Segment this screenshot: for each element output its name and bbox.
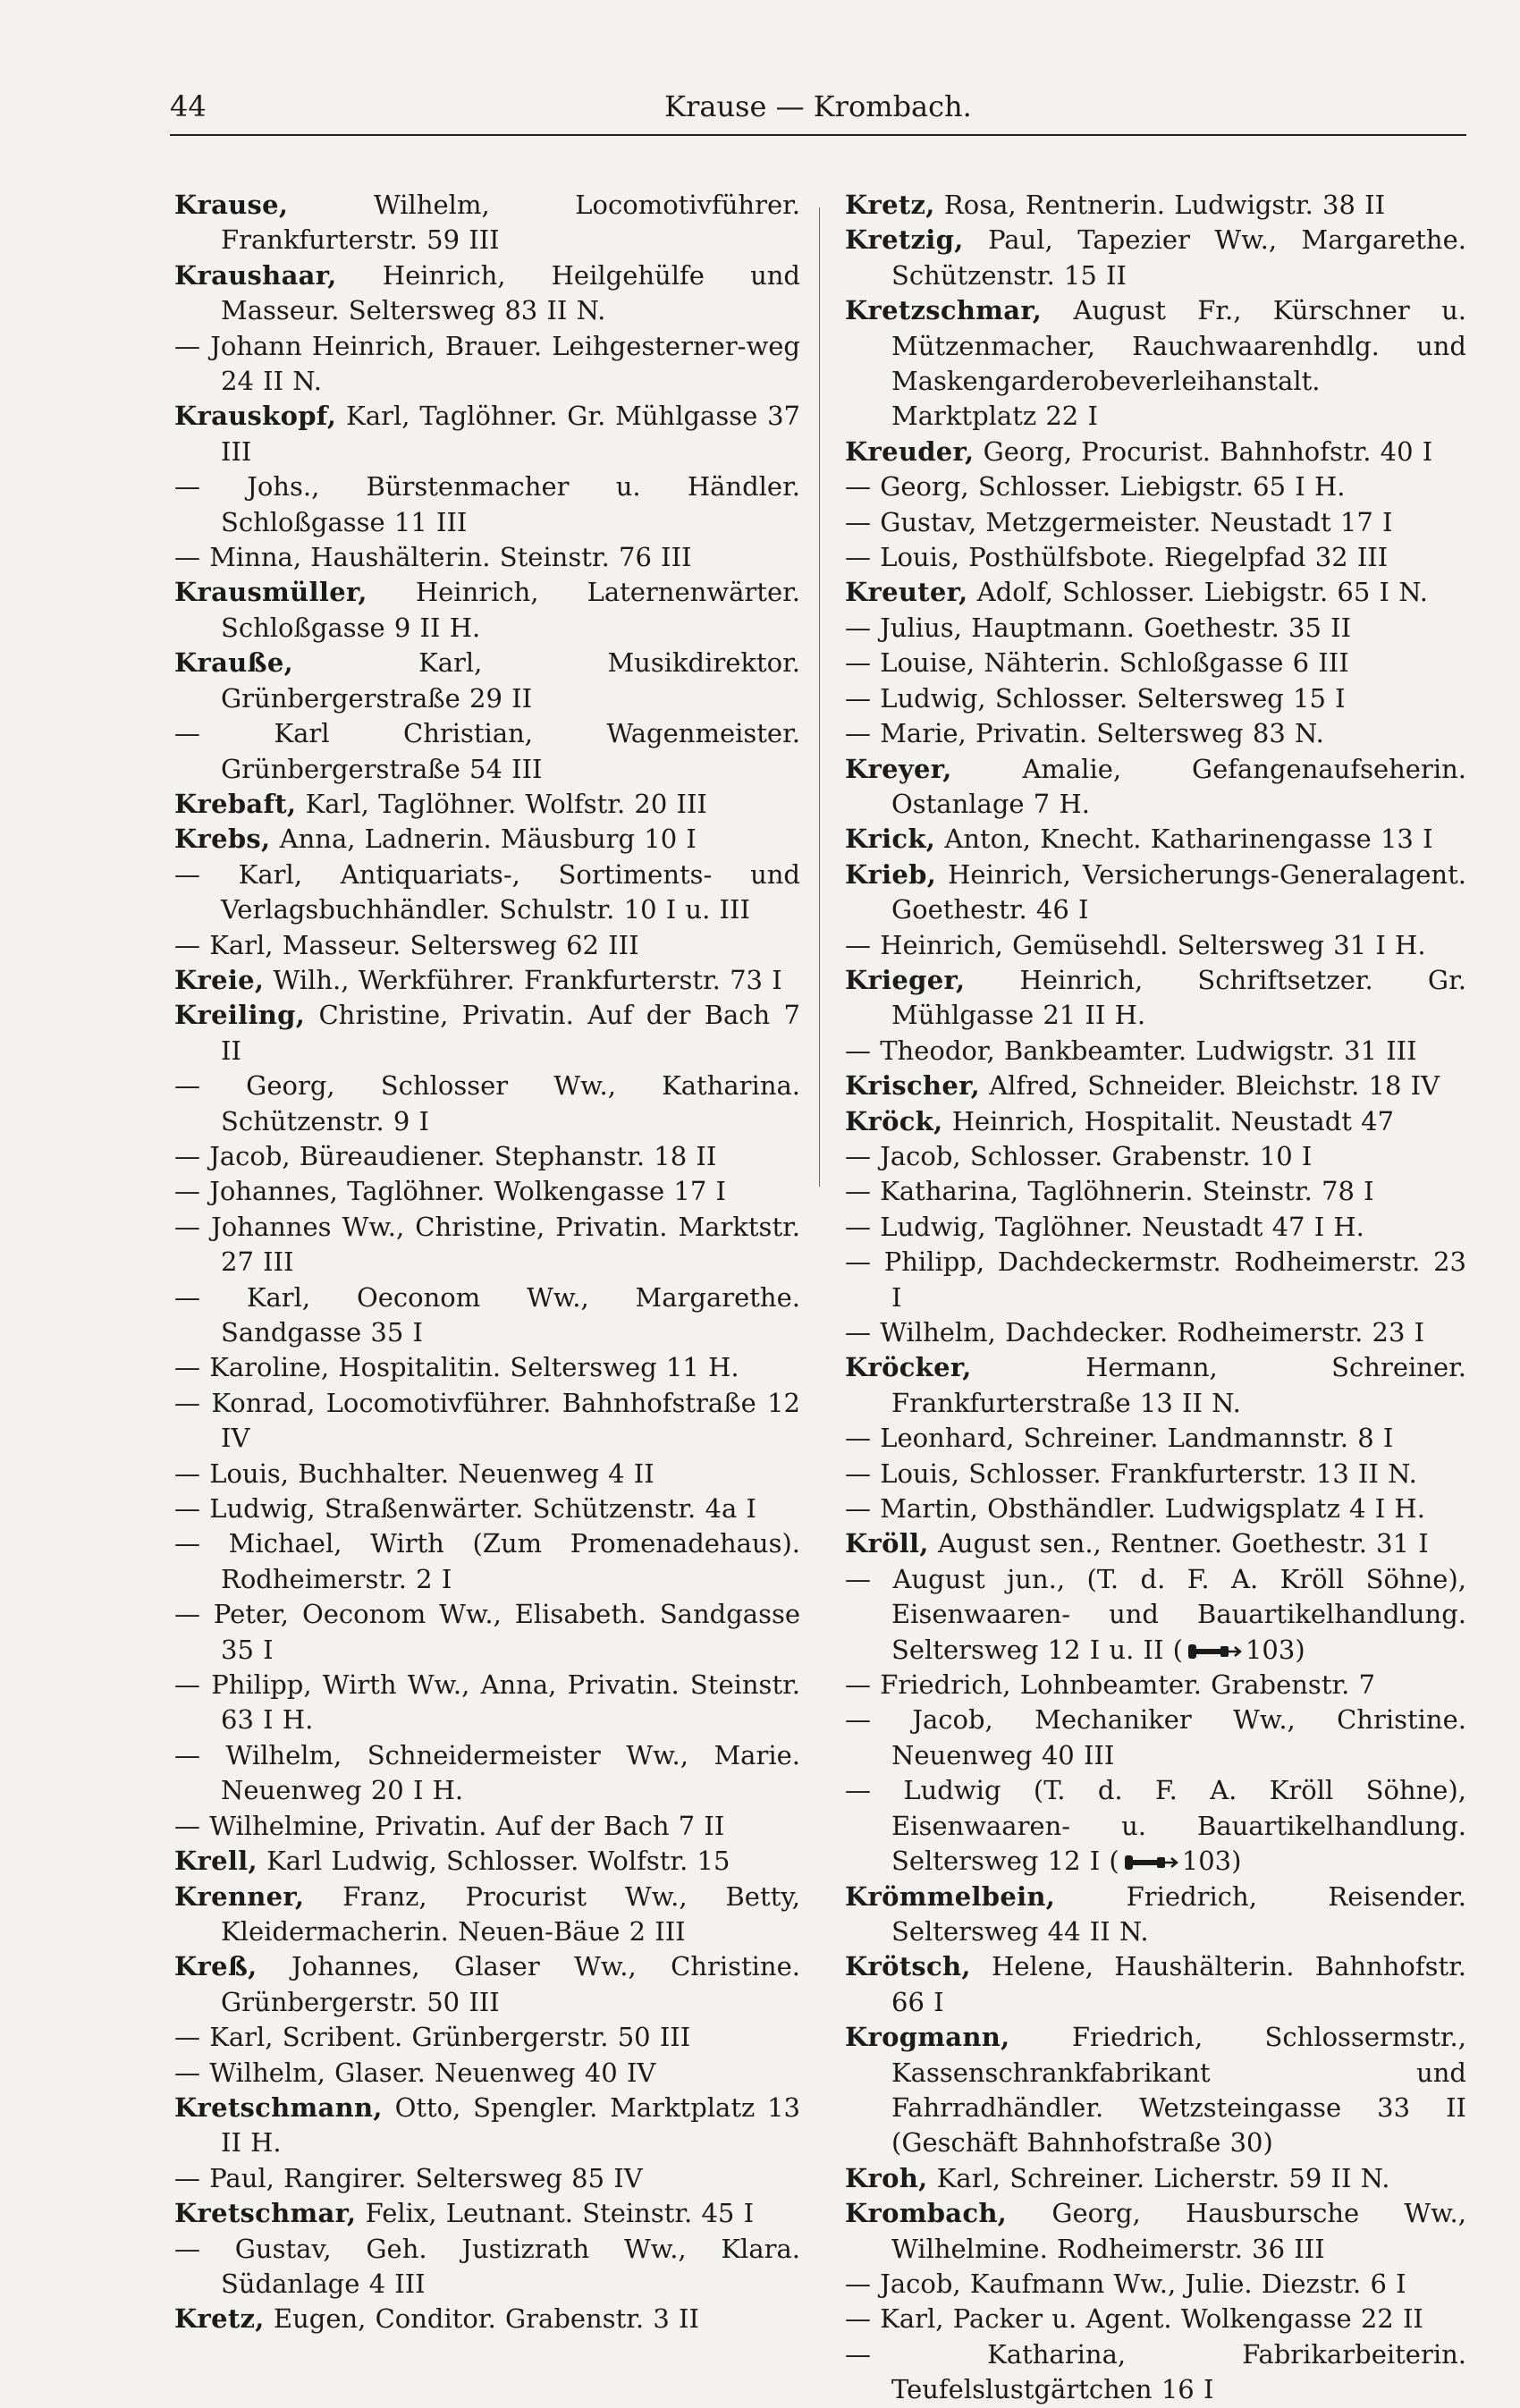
entry-details: — Minna, Haushälterin. Steinstr. 76 III: [174, 542, 692, 573]
entry-details: — Philipp, Wirth Ww., Anna, Privatin. Steinstr. 63 I H.: [174, 1669, 800, 1736]
directory-entry: [845, 1139, 1466, 1174]
entry-details: — Johann Heinrich, Brauer. Leihgesterner-weg 24 II N.: [174, 330, 800, 397]
entry-details: — Julius, Hauptmann. Goethestr. 35 II: [845, 612, 1352, 643]
entry-details: — Michael, Wirth (Zum Promenadehaus). Rodheimerstr. 2 I: [174, 1528, 800, 1594]
entry-surname: Kreß,: [174, 1951, 258, 1982]
directory-entry: [845, 1210, 1466, 1245]
entry-details: — Georg, Schlosser Ww., Katharina. Schützenstr. 9 I: [174, 1070, 800, 1136]
entry-details: Helene, Haushälterin. Bahnhofstr. 66 I: [891, 1951, 1466, 2017]
entry-details: — Wilhelmine, Privatin. Auf der Bach 7 II: [174, 1810, 725, 1841]
entry-details: — Karl Christian, Wagenmeister. Grünbergerstraße 54 III: [174, 718, 800, 784]
entry-details: — Peter, Oeconom Ww., Elisabeth. Sandgasse 35 I: [174, 1599, 800, 1665]
entry-details: — Karl, Scribent. Grünbergerstr. 50 III: [174, 2022, 691, 2053]
directory-entry: [845, 1350, 1466, 1421]
entry-details: — Louis, Buchhalter. Neuenweg 4 II: [174, 1457, 654, 1489]
entry-surname: Kreiling,: [174, 1000, 306, 1031]
directory-entry: [174, 1491, 800, 1526]
directory-entry: [174, 258, 800, 329]
entry-details: — Wilhelm, Dachdecker. Rodheimerstr. 23 I: [845, 1317, 1425, 1348]
entry-details: — Gustav, Geh. Justizrath Ww., Klara. Südanlage 4 III: [174, 2233, 800, 2299]
entry-surname: Kroh,: [845, 2162, 928, 2193]
entry-surname: Kretschmar,: [174, 2198, 357, 2229]
directory-entry: [845, 1491, 1466, 1526]
entry-surname: Krenner,: [174, 1880, 305, 1912]
directory-entry: [174, 399, 800, 469]
directory-entry: [845, 293, 1466, 435]
directory-entry: [174, 2161, 800, 2196]
entry-details: — Louise, Nähterin. Schloßgasse 6 III: [845, 647, 1349, 679]
entry-details: — Louis, Posthülfsbote. Riegelpfad 32 III: [845, 542, 1389, 573]
directory-entry: [174, 188, 800, 258]
entry-details: — August jun., (T. d. F. A. Kröll Söhne), Eisenwaaren- und Bauartikelhandlung. Seltersweg 12 I u. II (: [845, 1563, 1466, 1665]
directory-entry: [174, 928, 800, 963]
entry-surname: Krebs,: [174, 824, 271, 855]
entry-details: Rosa, Rentnerin. Ludwigstr. 38 II: [934, 190, 1386, 220]
directory-entry: [174, 329, 800, 400]
entry-details: — Karl, Antiquariats-, Sortiments- und Verlagsbuchhändler. Schulstr. 10 I u. III: [174, 858, 800, 925]
entry-details: Heinrich, Hospitalit. Neustadt 47: [942, 1105, 1395, 1136]
directory-entry: [845, 963, 1466, 1034]
entry-surname: Kreuder,: [845, 435, 975, 467]
entry-surname: Krötsch,: [845, 1951, 971, 1982]
entry-details: — Martin, Obsthändler. Ludwigsplatz 4 I H.: [845, 1493, 1425, 1525]
entry-details: — Konrad, Locomotivführer. Bahnhofstraße 12 IV: [174, 1387, 800, 1454]
directory-entry: [845, 1069, 1466, 1103]
entry-surname: Krell,: [174, 1846, 258, 1877]
directory-entry: [174, 1457, 800, 1491]
directory-entry: [845, 1245, 1466, 1315]
entry-details: Karl, Schreiner. Licherstr. 59 II N.: [927, 2162, 1390, 2193]
directory-entry: [845, 2020, 1466, 2161]
directory-entry: [174, 787, 800, 822]
directory-entry: [174, 2020, 800, 2055]
directory-entry: [845, 822, 1466, 857]
entry-details: Karl, Taglöhner. Wolfstr. 20 III: [296, 788, 707, 819]
directory-entry: [845, 2196, 1466, 2267]
entry-details: Karl, Musikdirektor. Grünbergerstraße 29 II: [221, 647, 800, 714]
entry-details: — Friedrich, Lohnbeamter. Grabenstr. 7: [845, 1669, 1376, 1701]
entry-details: Karl Ludwig, Schlosser. Wolfstr. 15: [257, 1846, 730, 1877]
telephone-receiver-icon: [1186, 1642, 1242, 1661]
entry-details: Georg, Hausbursche Ww., Wilhelmine. Rodheimerstr. 36 III: [891, 2198, 1466, 2264]
running-head: Krause — Krombach.: [664, 89, 972, 123]
entry-details: — Ludwig, Taglöhner. Neustadt 47 I H.: [845, 1211, 1364, 1242]
entry-surname: Kretz,: [174, 2303, 265, 2335]
directory-entry: [174, 1069, 800, 1139]
entry-surname: Krieger,: [845, 964, 966, 995]
entry-details: — Jacob, Mechaniker Ww., Christine. Neuenweg 40 III: [845, 1704, 1466, 1770]
entry-details: — Ludwig, Schlosser. Seltersweg 15 I: [845, 682, 1346, 714]
entry-details: — Gustav, Metzgermeister. Neustadt 17 I: [845, 506, 1393, 537]
entry-details: Johannes, Glaser Ww., Christine. Grünbergerstr. 50 III: [221, 1951, 800, 2017]
entry-details: Anton, Knecht. Katharinengasse 13 I: [935, 824, 1433, 855]
entry-details: — Marie, Privatin. Seltersweg 83 N.: [845, 718, 1324, 749]
entry-surname: Kröcker,: [845, 1352, 972, 1383]
entry-surname: Krausmüller,: [174, 577, 367, 608]
directory-entry: [845, 1880, 1466, 1950]
directory-entry: [174, 858, 800, 928]
directory-entry: [174, 1738, 800, 1809]
entry-details: Alfred, Schneider. Bleichstr. 18 IV: [980, 1070, 1440, 1102]
header-rule: [170, 134, 1466, 136]
entry-details: — Georg, Schlosser. Liebigstr. 65 I H.: [845, 471, 1346, 503]
entry-details: — Katharina, Taglöhnerin. Steinstr. 78 I: [845, 1176, 1374, 1207]
entry-surname: Krause,: [174, 190, 289, 220]
entry-details: Heinrich, Versicherungs-Generalagent. Goethestr. 46 I: [891, 858, 1466, 925]
entry-surname: Krieb,: [845, 858, 937, 890]
entry-details: Anna, Ladnerin. Mäusburg 10 I: [270, 824, 697, 855]
entry-details: — Katharina, Fabrikarbeiterin. Teufelslustgärtchen 16 I: [845, 2338, 1466, 2405]
entry-surname: Krogmann,: [845, 2022, 1010, 2053]
column-divider: [819, 207, 820, 1187]
entry-surname: Krömmelbein,: [845, 1880, 1056, 1912]
entry-surname: Kretzig,: [845, 224, 964, 256]
entry-details: — Karl, Packer u. Agent. Wolkengasse 22 II: [845, 2303, 1423, 2335]
entry-details: Georg, Procurist. Bahnhofstr. 40 I: [974, 435, 1433, 467]
directory-entry: [174, 1668, 800, 1738]
entry-details: — Theodor, Bankbeamter. Ludwigstr. 31 III: [845, 1035, 1417, 1066]
directory-entry: [174, 469, 800, 540]
entry-details: — Paul, Rangirer. Seltersweg 85 IV: [174, 2162, 643, 2193]
directory-entry: [845, 1421, 1466, 1456]
directory-entry: [174, 1280, 800, 1351]
entry-details: — Karl, Oeconom Ww., Margarethe. Sandgasse 35 I: [174, 1281, 800, 1348]
entry-details: Eugen, Conditor. Grabenstr. 3 II: [264, 2303, 699, 2335]
entry-surname: Kretz,: [845, 190, 935, 220]
directory-entry: [845, 716, 1466, 751]
directory-entry: [845, 1034, 1466, 1069]
directory-entry: [845, 223, 1466, 293]
entry-details: — Johannes Ww., Christine, Privatin. Marktstr. 27 III: [174, 1211, 800, 1278]
directory-entry: [845, 1668, 1466, 1702]
directory-entry: [845, 752, 1466, 823]
directory-entry: [174, 2056, 800, 2091]
directory-entry: [845, 1702, 1466, 1773]
entry-details: — Wilhelm, Schneidermeister Ww., Marie. Neuenweg 20 I H.: [174, 1739, 800, 1806]
entry-details: — Jacob, Schlosser. Grabenstr. 10 I: [845, 1140, 1313, 1171]
directory-entry: [174, 716, 800, 787]
directory-entry: [845, 435, 1466, 469]
telephone-number: 103): [1181, 1846, 1242, 1877]
telephone-number: 103): [1245, 1634, 1305, 1665]
directory-entry: [174, 2196, 800, 2231]
entry-details: Heinrich, Heilgehülfe und Masseur. Seltersweg 83 II N.: [221, 259, 800, 326]
directory-entry: [845, 2267, 1466, 2302]
directory-entry: [845, 1315, 1466, 1350]
directory-entry: [174, 998, 800, 1069]
directory-entry: [174, 2232, 800, 2302]
directory-entry: [845, 2337, 1466, 2408]
entry-details: Wilhelm, Locomotivführer. Frankfurterstr. 59 III: [221, 190, 800, 256]
directory-entry: [845, 1562, 1466, 1668]
entry-details: — Heinrich, Gemüsehdl. Seltersweg 31 I H.: [845, 929, 1426, 960]
directory-entry: [174, 2302, 800, 2336]
entry-surname: Krebaft,: [174, 788, 297, 819]
directory-entry: [174, 1526, 800, 1597]
entry-surname: Krauße,: [174, 647, 294, 679]
entry-surname: Kreuter,: [845, 577, 968, 608]
directory-entry: [174, 1139, 800, 1174]
directory-entry: [845, 2161, 1466, 2196]
directory-entry: [174, 540, 800, 575]
entry-surname: Krauskopf,: [174, 401, 337, 432]
directory-entry: [845, 2302, 1466, 2336]
left-column: [174, 188, 800, 2337]
entry-details: Adolf, Schlosser. Liebigstr. 65 I N.: [967, 577, 1428, 608]
entry-surname: Kraushaar,: [174, 259, 337, 291]
entry-details: August sen., Rentner. Goethestr. 31 I: [928, 1528, 1429, 1559]
directory-entry: [845, 928, 1466, 963]
entry-details: — Karoline, Hospitalitin. Seltersweg 11 H.: [174, 1352, 739, 1383]
directory-entry: [845, 858, 1466, 928]
entry-details: August Fr., Kürschner u. Mützenmacher, Rauchwaarenhdlg. und Maskengarderobeverleihanstalt. Marktplatz 22 I: [891, 295, 1466, 432]
directory-entry: [845, 1773, 1466, 1879]
entry-details: Heinrich, Schriftsetzer. Gr. Mühlgasse 21 II H.: [891, 964, 1466, 1031]
entry-details: Paul, Tapezier Ww., Margarethe. Schützenstr. 15 II: [891, 224, 1466, 291]
directory-entry: [845, 1526, 1466, 1561]
entry-details: Christine, Privatin. Auf der Bach 7 II: [221, 1000, 800, 1066]
entry-details: — Louis, Schlosser. Frankfurterstr. 13 II N.: [845, 1457, 1417, 1489]
directory-entry: [845, 469, 1466, 504]
entry-details: — Jacob, Büreaudiener. Stephanstr. 18 II: [174, 1140, 717, 1171]
directory-entry: [174, 1210, 800, 1280]
entry-surname: Krombach,: [845, 2198, 1008, 2229]
directory-entry: [174, 1174, 800, 1209]
entry-surname: Kröll,: [845, 1528, 929, 1559]
entry-details: Felix, Leutnant. Steinstr. 45 I: [356, 2198, 755, 2229]
entry-surname: Krischer,: [845, 1070, 980, 1102]
telephone-receiver-icon: [1123, 1853, 1178, 1872]
directory-entry: [845, 188, 1466, 223]
directory-entry: [174, 646, 800, 716]
entry-details: — Ludwig, Straßenwärter. Schützenstr. 4a I: [174, 1493, 756, 1525]
entry-surname: Kretschmann,: [174, 2091, 383, 2123]
directory-entry: [174, 1844, 800, 1879]
directory-entry: [174, 1880, 800, 1950]
directory-entry: [845, 1949, 1466, 2020]
directory-entry: [174, 1809, 800, 1844]
directory-entry: [845, 540, 1466, 575]
entry-details: Friedrich, Reisender. Seltersweg 44 II N.: [891, 1880, 1466, 1947]
directory-entry: [845, 505, 1466, 540]
directory-entry: [845, 646, 1466, 680]
entry-details: Hermann, Schreiner. Frankfurterstraße 13 II N.: [891, 1352, 1466, 1418]
directory-entry: [845, 1174, 1466, 1209]
directory-entry: [174, 1350, 800, 1385]
right-column: [845, 188, 1466, 2408]
directory-entry: [174, 963, 800, 998]
directory-entry: [174, 1949, 800, 2020]
entry-details: — Wilhelm, Glaser. Neuenweg 40 IV: [174, 2057, 656, 2088]
directory-entry: [174, 1597, 800, 1668]
entry-details: Karl, Taglöhner. Gr. Mühlgasse 37 III: [221, 401, 800, 467]
entry-surname: Kretzschmar,: [845, 295, 1043, 326]
entry-details: — Karl, Masseur. Seltersweg 62 III: [174, 929, 639, 960]
page-number: 44: [170, 89, 207, 123]
entry-details: Otto, Spengler. Marktplatz 13 II H.: [221, 2091, 800, 2159]
entry-details: — Johs., Bürstenmacher u. Händler. Schloßgasse 11 III: [174, 471, 800, 537]
entry-surname: Kreie,: [174, 964, 265, 995]
entry-details: Franz, Procurist Ww., Betty, Kleidermacherin. Neuen-Bäue 2 III: [221, 1880, 800, 1947]
entry-details: — Leonhard, Schreiner. Landmannstr. 8 I: [845, 1423, 1394, 1454]
directory-entry: [845, 611, 1466, 646]
directory-entry: [845, 681, 1466, 716]
directory-entry: [174, 1386, 800, 1457]
directory-entry: [174, 2091, 800, 2161]
entry-details: Friedrich, Schlossermstr., Kassenschrankfabrikant und Fahrradhändler. Wetzsteingasse 33 II (Geschäft Bahnhofstraße 30): [891, 2022, 1466, 2159]
directory-entry: [174, 575, 800, 646]
entry-details: — Ludwig (T. d. F. A. Kröll Söhne), Eisenwaaren- u. Bauartikelhandlung. Seltersweg 12 I (: [845, 1775, 1466, 1877]
entry-details: Wilh., Werkführer. Frankfurterstr. 73 I: [264, 964, 782, 995]
page-header: [170, 89, 1466, 132]
entry-surname: Krick,: [845, 824, 936, 855]
directory-entry: [845, 575, 1466, 610]
directory-entry: [845, 1104, 1466, 1139]
entry-details: Amalie, Gefangenaufseherin. Ostanlage 7 H.: [891, 753, 1466, 819]
directory-entry: [174, 822, 800, 857]
directory-entry: [845, 1457, 1466, 1491]
entry-details: — Jacob, Kaufmann Ww., Julie. Diezstr. 6 I: [845, 2268, 1406, 2299]
entry-details: — Johannes, Taglöhner. Wolkengasse 17 I: [174, 1176, 726, 1207]
entry-surname: Kreyer,: [845, 753, 952, 784]
entry-details: — Philipp, Dachdeckermstr. Rodheimerstr. 23 I: [845, 1246, 1466, 1313]
entry-details: Heinrich, Laternenwärter. Schloßgasse 9 II H.: [221, 577, 800, 643]
entry-surname: Kröck,: [845, 1105, 943, 1136]
